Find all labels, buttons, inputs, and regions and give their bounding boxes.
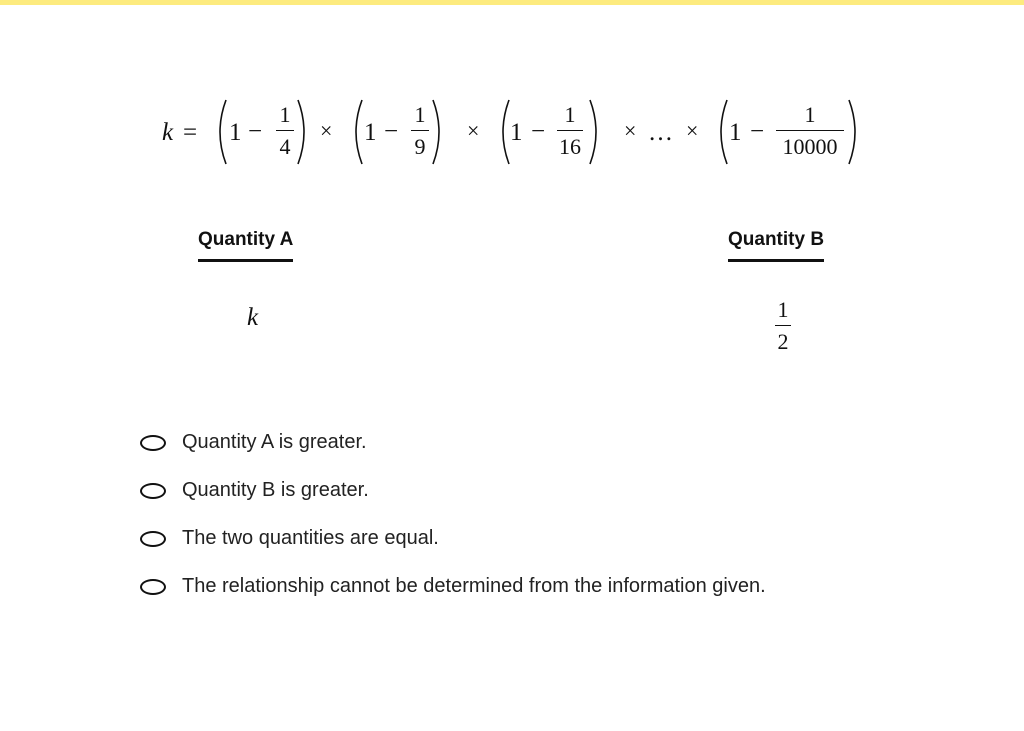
frac-num: 1 xyxy=(414,102,426,127)
formula-eq: = xyxy=(183,119,198,146)
frac-den: 10000 xyxy=(776,130,844,158)
quantity-a-value: k xyxy=(247,304,259,331)
one: 1 xyxy=(364,119,377,146)
frac-num: 1 xyxy=(777,297,789,322)
option-label: Quantity B is greater. xyxy=(182,479,369,501)
minus: − xyxy=(531,118,546,145)
ellipsis: … xyxy=(648,119,673,146)
radio-button[interactable] xyxy=(140,531,166,547)
right-paren xyxy=(588,98,604,166)
minus: − xyxy=(384,118,399,145)
frac-den: 2 xyxy=(775,325,791,353)
times: × xyxy=(320,118,333,143)
frac-den: 16 xyxy=(557,130,583,158)
radio-button[interactable] xyxy=(140,579,166,595)
option-a[interactable] xyxy=(140,431,367,454)
option-c[interactable] xyxy=(140,527,439,550)
frac-num: 1 xyxy=(564,102,576,127)
radio-button[interactable] xyxy=(140,435,166,451)
radio-button[interactable] xyxy=(140,483,166,499)
left-paren xyxy=(713,98,729,166)
one: 1 xyxy=(510,119,523,146)
minus: − xyxy=(248,118,263,145)
left-paren xyxy=(212,98,228,166)
right-paren xyxy=(847,98,863,166)
top-accent-bar xyxy=(0,0,1024,5)
times: × xyxy=(686,118,699,143)
frac-den: 4 xyxy=(276,130,294,158)
left-paren xyxy=(495,98,511,166)
quantity-b-value xyxy=(775,299,791,353)
formula-var: k xyxy=(162,119,174,146)
minus: − xyxy=(750,118,765,145)
one: 1 xyxy=(229,119,242,146)
times: × xyxy=(624,118,637,143)
left-paren xyxy=(348,98,364,166)
times: × xyxy=(467,118,480,143)
right-paren xyxy=(296,98,312,166)
option-label: The two quantities are equal. xyxy=(182,527,439,549)
frac-num: 1 xyxy=(804,102,816,127)
option-d[interactable] xyxy=(140,575,766,598)
quantity-b-header: Quantity B xyxy=(728,229,824,262)
frac-den: 9 xyxy=(411,130,429,158)
quantity-a-header: Quantity A xyxy=(198,229,293,262)
one: 1 xyxy=(729,119,742,146)
option-label: Quantity A is greater. xyxy=(182,431,367,453)
option-b[interactable] xyxy=(140,479,369,502)
frac-num: 1 xyxy=(279,102,291,127)
option-label: The relationship cannot be determined from the information given. xyxy=(182,575,766,597)
right-paren xyxy=(431,98,447,166)
